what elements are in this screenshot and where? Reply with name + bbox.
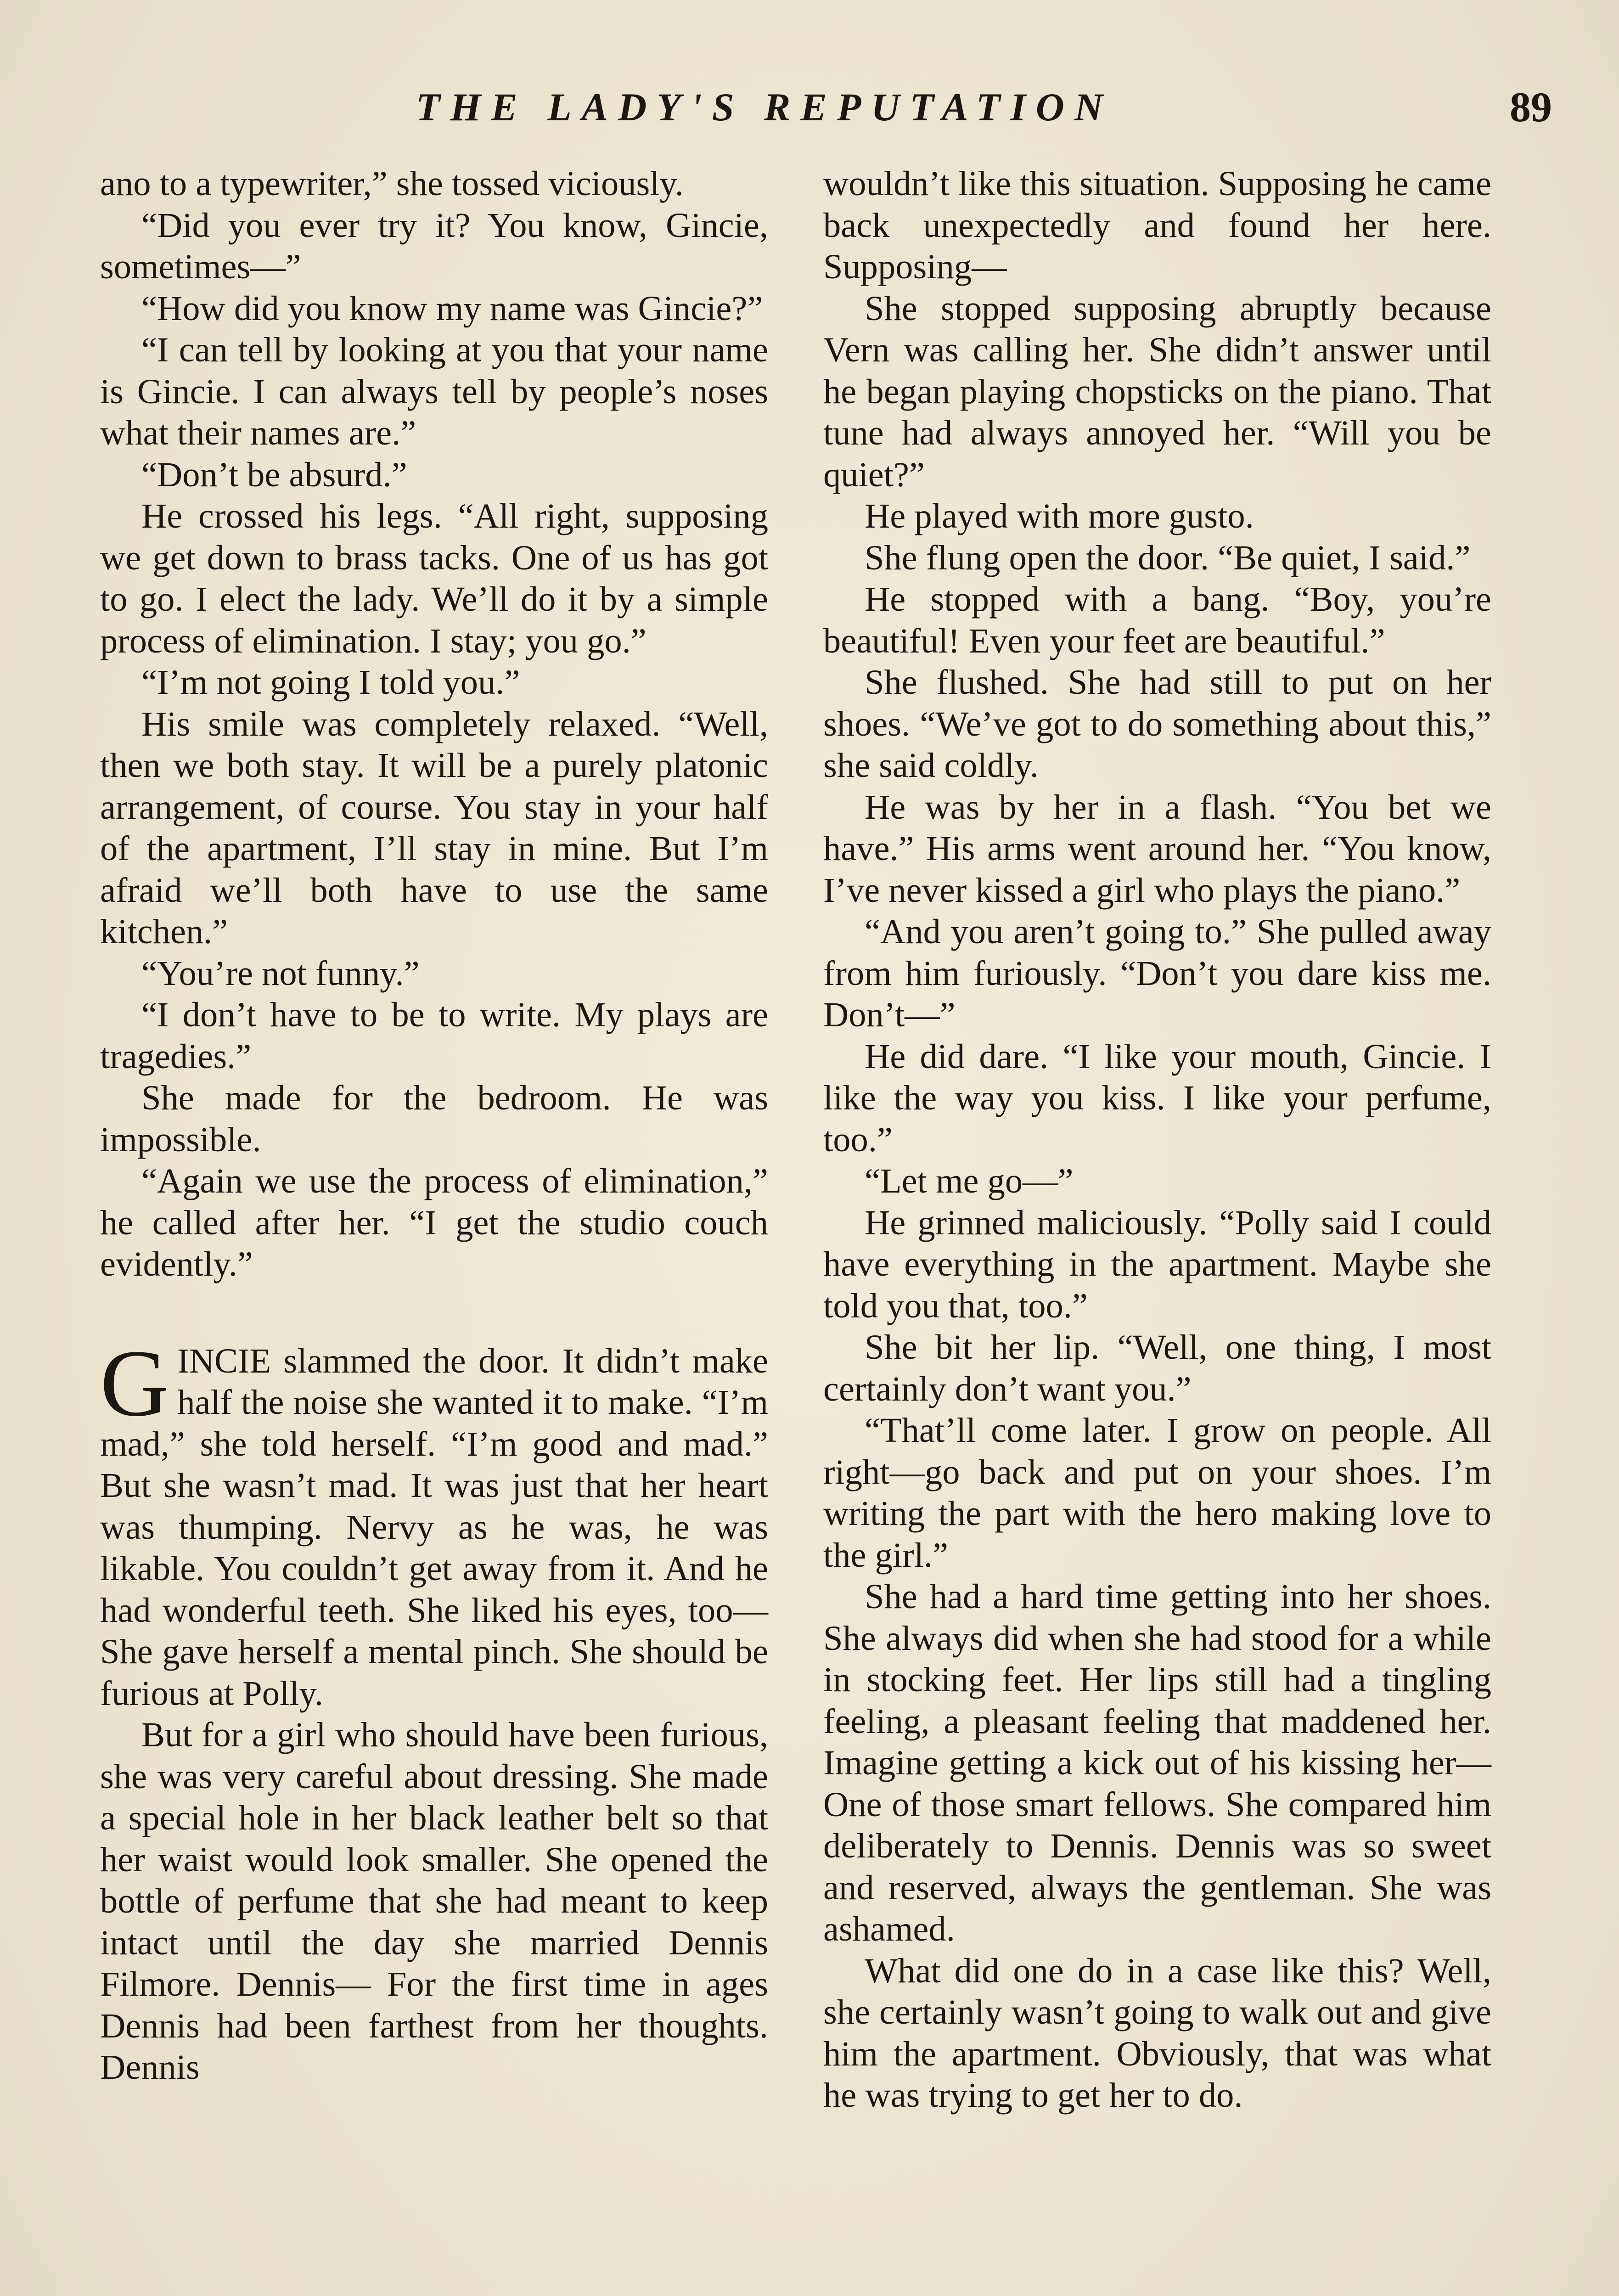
paragraph: He did dare. “I like your mouth, Gincie. I like the way you kiss. I like your perfume, too.” (823, 1036, 1491, 1159)
paragraph: She stopped supposing abruptly because Vern was calling her. She didn’t answer until he began playing chopsticks on the piano. That tune had always annoyed her. “Will you be quiet?” (823, 288, 1491, 494)
page-number: 89 (1510, 84, 1552, 130)
opening-text: INCIE slammed the door. It didn’t make half the noise she wanted it to make. “I’m mad,” she told herself. “I’m good and mad.” But she wasn’t mad. It was just that her heart was thumping. Nervy as he was, he was likable. You couldn’t get away from it. And he had wonderful teeth. She liked his eyes, too— She gave herself a mental pinch. She should be furious at Polly. (100, 1341, 768, 1713)
section-opening-paragraph (100, 1330, 768, 1715)
paragraph: “I’m not going I told you.” (141, 663, 520, 702)
paragraph: “Did you ever try it? You know, Gincie, sometimes—” (100, 205, 768, 286)
paragraph: But for a girl who should have been furious, she was very careful about dressing. She made a special hole in her black leather belt so that her waist would look smaller. She opened the bottle of perfume that she had meant to keep intact until the day she married Dennis Filmore. Dennis— For the first time in ages Dennis had been farthest from her thoughts. Dennis (100, 1715, 768, 2087)
paragraph: “I can tell by looking at you that your name is Gincie. I can always tell by people’s noses what their names are.” (100, 330, 768, 452)
paragraph: “How did you know my name was Gincie?” (141, 288, 763, 328)
paragraph: “That’ll come later. I grow on people. All right—go back and put on your shoes. I’m writing the part with the hero making love to the girl.” (823, 1411, 1491, 1575)
paragraph: “Let me go—” (865, 1161, 1074, 1200)
paragraph: She bit her lip. “Well, one thing, I most certainly don’t want you.” (823, 1328, 1491, 1408)
paragraph: He crossed his legs. “All right, supposing we get down to brass tacks. One of us has got to go. I elect the lady. We’ll do it by a simple process of elimination. I stay; you go.” (100, 496, 768, 660)
left-column (100, 163, 768, 2088)
running-title: THE LADY'S REPUTATION (416, 85, 1113, 129)
paragraph: She flung open the door. “Be quiet, I said.” (865, 538, 1471, 577)
paragraph: He was by her in a flash. “You bet we have.” His arms went around her. “You know, I’ve never kissed a girl who plays the piano.” (823, 787, 1491, 910)
paragraph: wouldn’t like this situation. Supposing he came back unexpectedly and found her here. Supposing— (823, 164, 1491, 286)
paragraph: ano to a typewriter,” she tossed viciously. (100, 164, 684, 203)
paragraph: He grinned maliciously. “Polly said I could have everything in the apartment. Maybe she told you that, too.” (823, 1203, 1491, 1325)
paragraph: “Again we use the process of elimination,” he called after her. “I get the studio couch evidently.” (100, 1161, 768, 1283)
drop-cap: G (100, 1330, 169, 1436)
paragraph: She made for the bedroom. He was impossible. (100, 1078, 768, 1159)
paragraph: “And you aren’t going to.” She pulled away from him furiously. “Don’t you dare kiss me. Don’t—” (823, 912, 1491, 1034)
paragraph: He played with more gusto. (865, 496, 1254, 535)
right-column (823, 163, 1491, 2116)
paragraph: What did one do in a case like this? Well, she certainly wasn’t going to walk out and give him the apartment. Obviously, that was what he was trying to get her to do. (823, 1951, 1491, 2115)
paragraph: His smile was completely relaxed. “Well, then we both stay. It will be a purely platonic arrangement, of course. You stay in your half of the apartment, I’ll stay in mine. But I’m afraid we’ll both have to use the same kitchen.” (100, 704, 768, 951)
page-header (92, 82, 1552, 137)
paragraph: She flushed. She had still to put on her shoes. “We’ve got to do something about this,” she said coldly. (823, 663, 1491, 785)
paragraph: “Don’t be absurd.” (141, 455, 407, 494)
paragraph: “I don’t have to be to write. My plays are tragedies.” (100, 995, 768, 1076)
paragraph: “You’re not funny.” (141, 953, 420, 993)
paragraph: She had a hard time getting into her shoes. She always did when she had stood for a while in stocking feet. Her lips still had a tingling feeling, a pleasant feeling that maddened her. Imagine getting a kick out of his kissing her— One of those smart fellows. She compared him deliberately to Dennis. Dennis was so sweet and reserved, always the gentleman. She was ashamed. (823, 1577, 1491, 1948)
paragraph: He stopped with a bang. “Boy, you’re beautiful! Even your feet are beautiful.” (823, 580, 1491, 660)
